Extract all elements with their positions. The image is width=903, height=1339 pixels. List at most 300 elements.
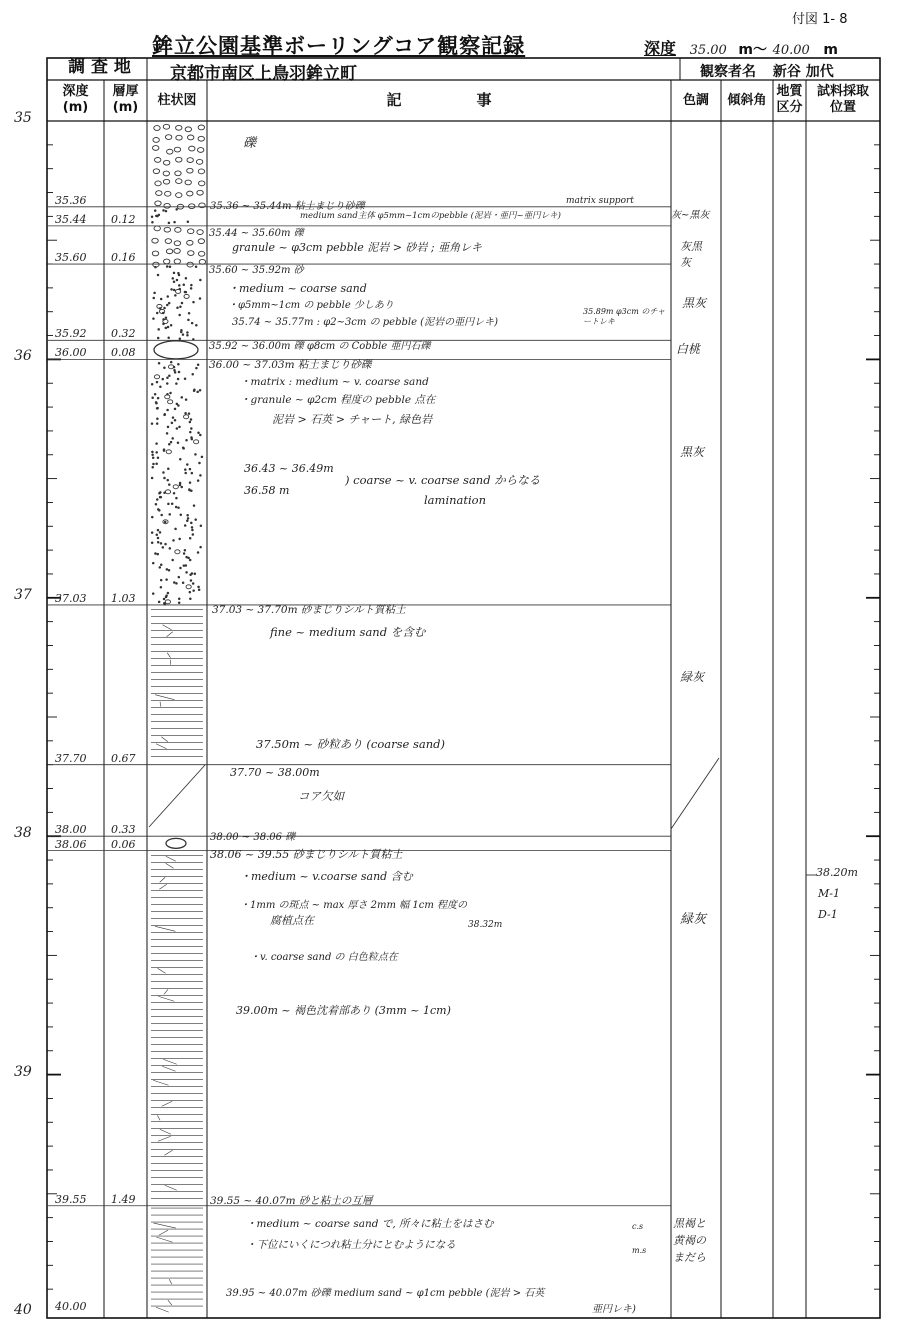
sand-dot (179, 482, 181, 484)
gravel-mark (163, 124, 169, 129)
boundary-thickness: 0.67 (111, 751, 136, 765)
sand-dot (159, 496, 161, 498)
sand-dot (187, 334, 189, 336)
gravel-mark (188, 229, 194, 234)
color-4: 白桃 (676, 342, 701, 356)
gravel-mark (153, 146, 159, 151)
note-matrix-support: matrix support (566, 196, 634, 206)
gravel-mark (163, 171, 169, 176)
sand-dot (190, 288, 192, 290)
color-3: 黒灰 (682, 296, 707, 310)
note-humus: 腐植点在 (270, 914, 314, 927)
sand-dot (183, 565, 185, 567)
gravel-mark (155, 201, 161, 206)
pebble-mark (154, 375, 159, 379)
gravel-mark (176, 135, 182, 140)
sand-dot (191, 573, 193, 575)
boundary-thickness: 0.12 (111, 212, 136, 226)
sand-dot (157, 529, 159, 531)
sand-stroke (153, 1080, 168, 1085)
note-medium-vcoarse: ・medium ~ v.coarse sand 含む (240, 870, 413, 883)
sand-dot (163, 210, 165, 212)
note-35-89: 35.89m φ3cm のチャートレキ (583, 307, 666, 326)
color-6: 緑灰 (680, 670, 705, 684)
sand-dot (165, 543, 167, 545)
sand-dot (176, 428, 178, 430)
sand-dot (151, 383, 153, 385)
sand-dot (160, 564, 162, 566)
sand-dot (192, 583, 194, 585)
sand-dot (152, 454, 154, 456)
col-dip-header: 傾斜角 (727, 93, 767, 108)
sand-dot (189, 482, 191, 484)
sand-dot (152, 451, 154, 453)
gravel-mark (166, 249, 172, 254)
sand-dot (182, 334, 184, 336)
sand-dot (173, 540, 175, 542)
sand-dot (169, 375, 171, 377)
sand-dot (163, 598, 165, 600)
gravel-mark (187, 158, 193, 163)
sand-dot (152, 593, 154, 595)
sand-dot (155, 503, 157, 505)
sand-dot (157, 274, 159, 276)
pebble-mark (175, 550, 180, 554)
note-39-95: 39.95 ~ 40.07m 砂礫 medium sand ~ φ1cm pebble (泥岩 > 石英 (226, 1288, 545, 1299)
sand-dot (192, 373, 194, 375)
sand-dot (186, 520, 188, 522)
sand-dot (162, 378, 164, 380)
gravel-mark (156, 191, 162, 196)
sand-dot (157, 537, 159, 539)
sand-dot (169, 266, 171, 268)
sand-dot (180, 514, 182, 516)
sand-dot (193, 301, 195, 303)
sand-dot (176, 383, 178, 385)
sand-dot (200, 546, 202, 548)
sand-dot (159, 567, 161, 569)
sand-dot (176, 403, 178, 405)
note-granule-2cm: ・granule ~ φ2cm 程度の pebble 点在 (240, 394, 436, 406)
sand-dot (199, 462, 201, 464)
scale-mark: 35 (14, 110, 32, 126)
sand-dot (185, 412, 187, 414)
sand-dot (156, 381, 158, 383)
gravel-mark (175, 227, 181, 232)
sand-stroke (158, 1136, 171, 1141)
gravel-mark (198, 239, 204, 244)
note-37-50: 37.50m ~ 砂粒あり (coarse sand) (256, 737, 446, 751)
sand-dot (154, 292, 156, 294)
sand-dot (175, 506, 177, 508)
sand-dot (168, 569, 170, 571)
gravel-mark (185, 127, 191, 132)
depth-unit-2: m (823, 42, 838, 58)
sand-dot (151, 423, 153, 425)
sand-dot (187, 221, 189, 223)
sand-dot (174, 419, 176, 421)
sand-dot (196, 324, 198, 326)
sand-dot (189, 591, 191, 593)
pebble-mark (173, 485, 178, 489)
sand-dot (151, 216, 153, 218)
sand-stroke (169, 1279, 172, 1284)
sand-dot (166, 569, 168, 571)
sand-dot (197, 552, 199, 554)
sand-dot (188, 312, 190, 314)
sand-stroke (168, 1300, 172, 1305)
boundary-depth: 38.00 (55, 823, 87, 837)
sand-dot (155, 266, 157, 268)
sand-dot (179, 338, 181, 340)
gravel-mark (174, 248, 180, 253)
gravel-mark (197, 190, 203, 195)
sample-id-d: D-1 (818, 908, 838, 921)
sand-dot (191, 527, 193, 529)
sand-stroke (164, 989, 168, 994)
sand-dot (165, 327, 167, 329)
sand-dot (189, 431, 191, 433)
sand-dot (195, 266, 197, 268)
gravel-mark (197, 148, 203, 153)
sand-dot (192, 534, 194, 536)
boundary-depth: 40.00 (55, 1300, 87, 1313)
sand-dot (194, 389, 196, 391)
boundary-thickness: 1.03 (111, 591, 136, 605)
sand-dot (174, 408, 176, 410)
sand-dot (190, 598, 192, 600)
boundary-depth: 35.60 (55, 251, 87, 265)
sand-dot (168, 302, 170, 304)
sand-dot (185, 277, 187, 279)
sand-dot (165, 210, 167, 212)
color-2: 灰黒灰 (680, 240, 702, 269)
sand-dot (151, 542, 153, 544)
sand-dot (167, 426, 169, 428)
note-39-55: 39.55 ~ 40.07m 砂と粘土の互層 (210, 1195, 373, 1207)
sand-dot (189, 537, 191, 539)
sand-dot (191, 322, 193, 324)
sand-dot (188, 319, 190, 321)
sand-dot (157, 397, 159, 399)
gravel-mark (174, 147, 180, 152)
gravel-mark (174, 241, 180, 246)
sand-dot (167, 479, 169, 481)
sand-stroke (167, 632, 173, 637)
sand-stroke (155, 695, 174, 700)
sand-dot (173, 272, 175, 274)
sand-dot (190, 419, 192, 421)
gravel-mark (198, 169, 204, 174)
sand-stroke (158, 968, 166, 973)
gravel-mark (185, 180, 191, 185)
sand-dot (189, 489, 191, 491)
sand-dot (178, 507, 180, 509)
sand-dot (177, 307, 179, 309)
page-title: 鉾立公園基準ボーリングコア観察記録 (152, 34, 526, 58)
sand-dot (178, 371, 180, 373)
gravel-mark (163, 259, 169, 264)
gravel-mark (176, 157, 182, 162)
sand-dot (183, 284, 185, 286)
sand-dot (195, 519, 197, 521)
sand-dot (180, 331, 182, 333)
sand-dot (171, 422, 173, 424)
sand-dot (174, 369, 176, 371)
sand-dot (199, 434, 201, 436)
sand-dot (167, 468, 169, 470)
note-37-70: 37.70 ~ 38.00m (230, 766, 320, 779)
sand-dot (191, 490, 193, 492)
sand-dot (156, 452, 158, 454)
note-36-43: 36.43 ~ 36.49m (244, 462, 334, 475)
gravel-mark (189, 204, 195, 209)
observer-label: 観察者名 (700, 64, 756, 80)
sand-dot (172, 417, 174, 419)
sand-dot (191, 472, 193, 474)
boundary-thickness: 0.33 (111, 823, 136, 837)
pebble-mark (184, 415, 189, 419)
sand-dot (156, 423, 158, 425)
boundary-depth: 37.03 (55, 591, 87, 605)
sand-stroke (163, 625, 172, 630)
sand-dot (186, 439, 188, 441)
gravel-mark (187, 168, 193, 173)
note-granule-3cm: granule ~ φ3cm pebble 泥岩 > 砂岩 ; 亜角レキ (232, 241, 483, 254)
sand-dot (157, 215, 159, 217)
sand-dot (152, 562, 154, 564)
sand-dot (176, 209, 178, 211)
sand-dot (160, 579, 162, 581)
sand-dot (157, 418, 159, 420)
sand-dot (183, 553, 185, 555)
note-lamination: lamination (424, 493, 487, 507)
gravel-mark (153, 137, 159, 142)
sand-dot (190, 580, 192, 582)
sand-dot (159, 532, 161, 534)
sand-dot (190, 522, 192, 524)
gravel-mark (187, 262, 193, 267)
gravel-mark (165, 191, 171, 196)
sand-dot (179, 426, 181, 428)
sand-dot (178, 576, 180, 578)
scale-mark: 39 (14, 1063, 32, 1080)
sand-dot (154, 394, 156, 396)
sand-dot (185, 565, 187, 567)
gravel-mark (164, 227, 170, 232)
sand-dot (170, 441, 172, 443)
sand-dot (164, 367, 166, 369)
sand-dot (180, 306, 182, 308)
note-subround-gravel: 亜円レキ) (592, 1304, 636, 1315)
sand-dot (197, 391, 199, 393)
note-medium-sand-main: medium sand主体 φ5mm~1cmのpebble (泥岩・亜円~亜円レキ) (300, 211, 561, 221)
sand-stroke (162, 1066, 175, 1071)
sand-dot (188, 413, 190, 415)
sand-dot (189, 559, 191, 561)
sand-dot (153, 297, 155, 299)
sand-dot (168, 503, 170, 505)
note-36-00: 36.00 ~ 37.03m 粘土まじり砂礫 (209, 359, 372, 371)
sand-dot (178, 405, 180, 407)
sand-dot (188, 557, 190, 559)
boundary-depth: 35.44 (55, 212, 87, 226)
sand-dot (187, 332, 189, 334)
sand-stroke (158, 996, 174, 1001)
sand-dot (185, 399, 187, 401)
sand-dot (186, 464, 188, 466)
sand-stroke (156, 744, 167, 749)
sand-stroke (164, 1150, 172, 1155)
sand-dot (189, 468, 191, 470)
sand-dot (168, 444, 170, 446)
sand-dot (197, 480, 199, 482)
sand-dot (157, 337, 159, 339)
sand-dot (197, 364, 199, 366)
col-unit-header: 地質 区分 (776, 84, 803, 115)
note-matrix: ・matrix : medium ~ v. coarse sand (240, 376, 429, 388)
sand-dot (198, 589, 200, 591)
sand-dot (181, 302, 183, 304)
gravel-mark (155, 181, 161, 186)
sand-dot (166, 433, 168, 435)
sand-dot (162, 547, 164, 549)
sand-dot (164, 413, 166, 415)
sand-dot (176, 279, 178, 281)
sand-dot (153, 318, 155, 320)
sand-dot (170, 361, 172, 363)
sand-dot (199, 298, 201, 300)
sand-dot (173, 281, 175, 283)
sand-stroke (160, 702, 161, 707)
gravel-mark (154, 226, 160, 231)
sand-stroke (159, 884, 166, 889)
gravel-mark (198, 125, 204, 130)
sand-dot (167, 377, 169, 379)
sand-dot (151, 477, 153, 479)
gravel-mark (189, 146, 195, 151)
gravel-mark (199, 181, 205, 186)
sand-dot (167, 592, 169, 594)
sand-dot (169, 514, 171, 516)
sand-stroke (155, 926, 175, 931)
sand-dot (176, 583, 178, 585)
gravel-mark (197, 230, 203, 235)
note-39-00: 39.00m ~ 褐色沈着部あり (3mm ~ 1cm) (236, 1004, 451, 1017)
sand-dot (191, 284, 193, 286)
sand-dot (158, 601, 160, 603)
pebble-mark (184, 294, 189, 298)
sand-dot (164, 307, 166, 309)
sand-dot (198, 432, 200, 434)
boundary-thickness: 0.16 (111, 251, 136, 265)
col-thickness-header: 層厚 (m) (112, 84, 139, 115)
note-36-58: 36.58 m (244, 484, 290, 497)
sand-stroke (160, 877, 165, 882)
sand-dot (184, 469, 186, 471)
col-column-header: 柱状図 (157, 93, 197, 108)
pebble-mark (163, 319, 168, 323)
col-description-header: 記 事 (386, 91, 492, 109)
note-35-92: 35.92 ~ 36.00m 礫 φ8cm の Cobble 亜円石礫 (209, 341, 431, 352)
note-medium-coarse: ・medium ~ coarse sand (228, 282, 367, 295)
sand-dot (171, 289, 173, 291)
boundary-thickness: 0.08 (111, 346, 136, 360)
note-pebble-few: ・φ5mm~1cm の pebble 少しあり (228, 300, 394, 311)
gravel-mark (187, 135, 193, 140)
sand-dot (181, 397, 183, 399)
sand-dot (179, 484, 181, 486)
sand-dot (185, 291, 187, 293)
sand-stroke (166, 863, 174, 868)
sand-dot (171, 503, 173, 505)
sand-dot (166, 383, 168, 385)
site-value: 京都市南区上鳥羽鉾立町 (170, 64, 357, 84)
label-cs: c.s (632, 1222, 644, 1231)
sand-stroke (160, 1129, 171, 1134)
sand-dot (158, 329, 160, 331)
sand-stroke (165, 1185, 177, 1190)
sand-dot (174, 221, 176, 223)
sand-dot (191, 428, 193, 430)
sand-dot (176, 497, 178, 499)
boundary-depth: 38.06 (55, 837, 87, 851)
gravel-mark (187, 240, 193, 245)
sand-dot (198, 586, 200, 588)
sand-dot (182, 582, 184, 584)
color-7: 緑灰 (680, 912, 707, 927)
sand-dot (178, 598, 180, 600)
sand-dot (164, 477, 166, 479)
sand-dot (168, 222, 170, 224)
pebble-mark (165, 600, 170, 604)
sand-dot (156, 499, 158, 501)
sample-id-m: M-1 (818, 887, 840, 900)
gravel-mark (154, 157, 160, 162)
boundary-depth: 39.55 (55, 1192, 87, 1206)
gravel-mark (165, 135, 171, 140)
sand-dot (167, 326, 169, 328)
sand-dot (178, 274, 180, 276)
sand-dot (157, 509, 159, 511)
sand-dot (151, 516, 153, 518)
sand-stroke (163, 1059, 177, 1064)
sand-dot (180, 567, 182, 569)
sand-dot (200, 475, 202, 477)
scale-mark: 40 (14, 1302, 32, 1318)
gravel-mark (165, 239, 171, 244)
sand-dot (187, 518, 189, 520)
sand-dot (178, 363, 180, 365)
sand-dot (179, 538, 181, 540)
sand-dot (155, 553, 157, 555)
boundary-depth: 35.36 (55, 193, 87, 207)
sand-dot (170, 324, 172, 326)
pebble-mark (166, 450, 171, 454)
gravel-mark (164, 203, 170, 208)
label-ms: m.s (632, 1246, 647, 1255)
col-sample-header: 試料採取 位置 (816, 84, 869, 115)
sand-stroke (159, 1230, 168, 1235)
sand-dot (166, 304, 168, 306)
sand-dot (196, 367, 198, 369)
sand-dot (165, 317, 167, 319)
sand-dot (172, 438, 174, 440)
sand-stroke (156, 1307, 169, 1312)
note-38-32: 38.32m (468, 920, 503, 930)
note-clay-downward: ・下位にいくにつれ粘土分にとむようになる (246, 1239, 456, 1251)
note-35-36: 35.36 ~ 35.44m 粘土まじり砂礫 (210, 201, 365, 212)
